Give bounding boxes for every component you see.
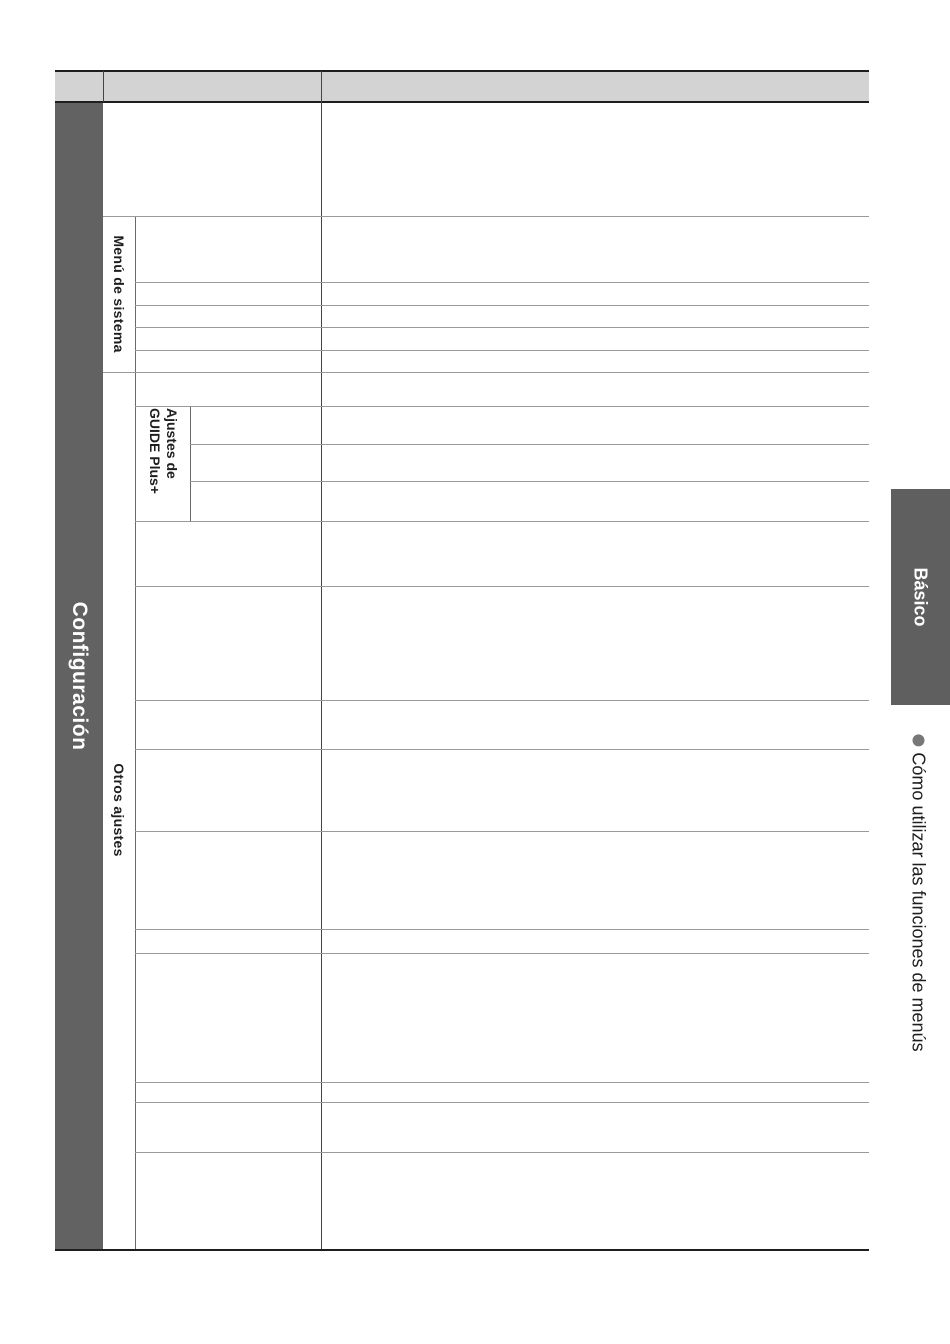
row-rule <box>103 216 869 217</box>
row-rule <box>135 749 869 750</box>
table-bottom-rule <box>55 1249 869 1251</box>
row-rule <box>135 406 869 407</box>
table-header-cell-3 <box>321 71 869 102</box>
row-rule <box>135 327 869 328</box>
row-rule <box>135 305 869 306</box>
col-divider-subgroup <box>190 406 191 521</box>
side-tab-label: Básico <box>910 567 931 627</box>
section-label: Configuración <box>68 601 91 751</box>
row-rule <box>103 372 869 373</box>
row-rule <box>135 350 869 351</box>
row-rule <box>135 831 869 832</box>
row-rule <box>135 700 869 701</box>
row-rule <box>135 953 869 954</box>
bullet-icon <box>912 734 924 746</box>
row-rule <box>135 1152 869 1153</box>
table-header-cell-1 <box>55 71 103 102</box>
subgroup-label-text: Ajustes de GUIDE Plus+ <box>147 408 180 494</box>
table-header-rule <box>55 101 869 103</box>
group-label-other-settings: Otros ajustes <box>111 763 127 857</box>
breadcrumb <box>908 734 929 1051</box>
table-header-cell-2 <box>103 71 321 102</box>
subgroup-label-guide-plus <box>146 408 180 518</box>
row-rule <box>135 586 869 587</box>
row-rule <box>190 444 869 445</box>
row-rule <box>135 1082 869 1083</box>
row-rule <box>190 481 869 482</box>
col-divider-1 <box>103 71 104 102</box>
row-rule <box>135 521 869 522</box>
row-rule <box>135 1102 869 1103</box>
col-divider-2 <box>321 71 322 1249</box>
col-divider-group <box>135 216 136 1249</box>
group-label-system-menu: Menú de sistema <box>111 235 127 353</box>
table-top-rule <box>55 70 869 72</box>
breadcrumb-text: Cómo utilizar las funciones de menús <box>908 752 929 1052</box>
row-rule <box>135 929 869 930</box>
row-rule <box>135 282 869 283</box>
